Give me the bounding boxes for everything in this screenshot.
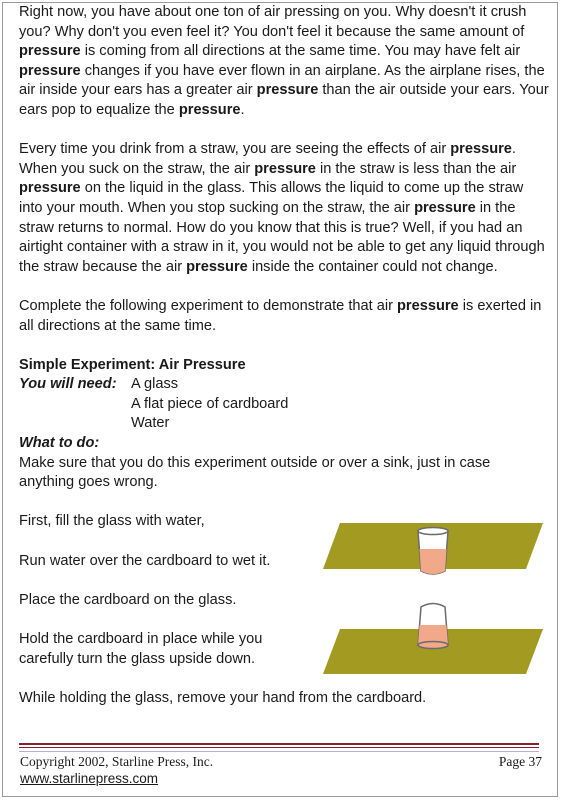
step-1: First, fill the glass with water, xyxy=(19,513,205,530)
step-3: Place the cardboard on the glass. xyxy=(19,591,237,608)
experiment-title: Simple Experiment: Air Pressure xyxy=(19,356,246,373)
material-item: A glass xyxy=(131,376,179,393)
keyword-pressure: pressure xyxy=(450,141,512,158)
footer-rule xyxy=(19,751,539,752)
step-2: Run water over the cardboard to wet it. xyxy=(19,552,271,569)
materials-list xyxy=(19,375,549,434)
keyword-pressure: pressure xyxy=(397,297,459,314)
website-link[interactable]: www.starlinepress.com xyxy=(20,771,159,786)
you-will-need-label: You will need: xyxy=(19,376,117,393)
safety-warning: Make sure that you do this experiment outside or over a sink, just in case anything goes wrong. xyxy=(19,454,491,491)
footer-rule xyxy=(19,747,539,748)
keyword-pressure: pressure xyxy=(178,101,241,118)
keyword-pressure: pressure xyxy=(256,82,319,99)
step-4: Hold the cardboard in place while you carefully turn the glass upside down. xyxy=(19,631,263,667)
keyword-pressure: pressure xyxy=(19,43,81,60)
intro-paragraph-1: Right now, you have about one ton of air pressing on you. Why doesn't it crush you? Why don't you even feel it? You don't feel it because the same amount of pressure is coming from all directions at the same time. You may have felt air pressure changes if you have ever flown in an airplane. As the airplane rises, the air inside your ears has a greater air pressure than the air outside your ears. Your ears pop to equalize the pressure. xyxy=(19,4,549,118)
glass-inverted-icon xyxy=(418,604,448,649)
footer-rule xyxy=(19,743,539,745)
experiment-illustration xyxy=(318,505,544,675)
step-5: While holding the glass, remove your hand from the cardboard. xyxy=(19,689,427,706)
keyword-pressure: pressure xyxy=(414,199,476,216)
keyword-pressure: pressure xyxy=(254,160,316,177)
what-to-do-label: What to do: xyxy=(19,435,100,452)
intro-paragraph-2: Every time you drink from a straw, you are seeing the effects of air pressure. When you suck on the straw, the air pressure in the straw is less than the air pressure on the liquid in the glass. This allows the liquid to come up the straw into your mouth. When you stop sucking on the straw, the air pressure in the straw returns to normal. How do you know that this is true? Well, if you had an airtight container with a straw in it, you would not be able to get any liquid through the straw because the air pressure inside the container could not change. xyxy=(19,141,545,275)
glass-upright-icon xyxy=(418,528,448,575)
page-number: Page 37 xyxy=(498,754,542,769)
copyright-text: Copyright 2002, Starline Press, Inc. xyxy=(20,754,214,769)
keyword-pressure: pressure xyxy=(19,180,81,197)
intro-paragraph-3: Complete the following experiment to demonstrate that air pressure is exerted in all directions at the same time. xyxy=(19,297,542,334)
keyword-pressure: pressure xyxy=(19,62,81,79)
material-item: Water xyxy=(131,415,170,432)
material-item: A flat piece of cardboard xyxy=(131,395,289,412)
keyword-pressure: pressure xyxy=(186,258,248,275)
